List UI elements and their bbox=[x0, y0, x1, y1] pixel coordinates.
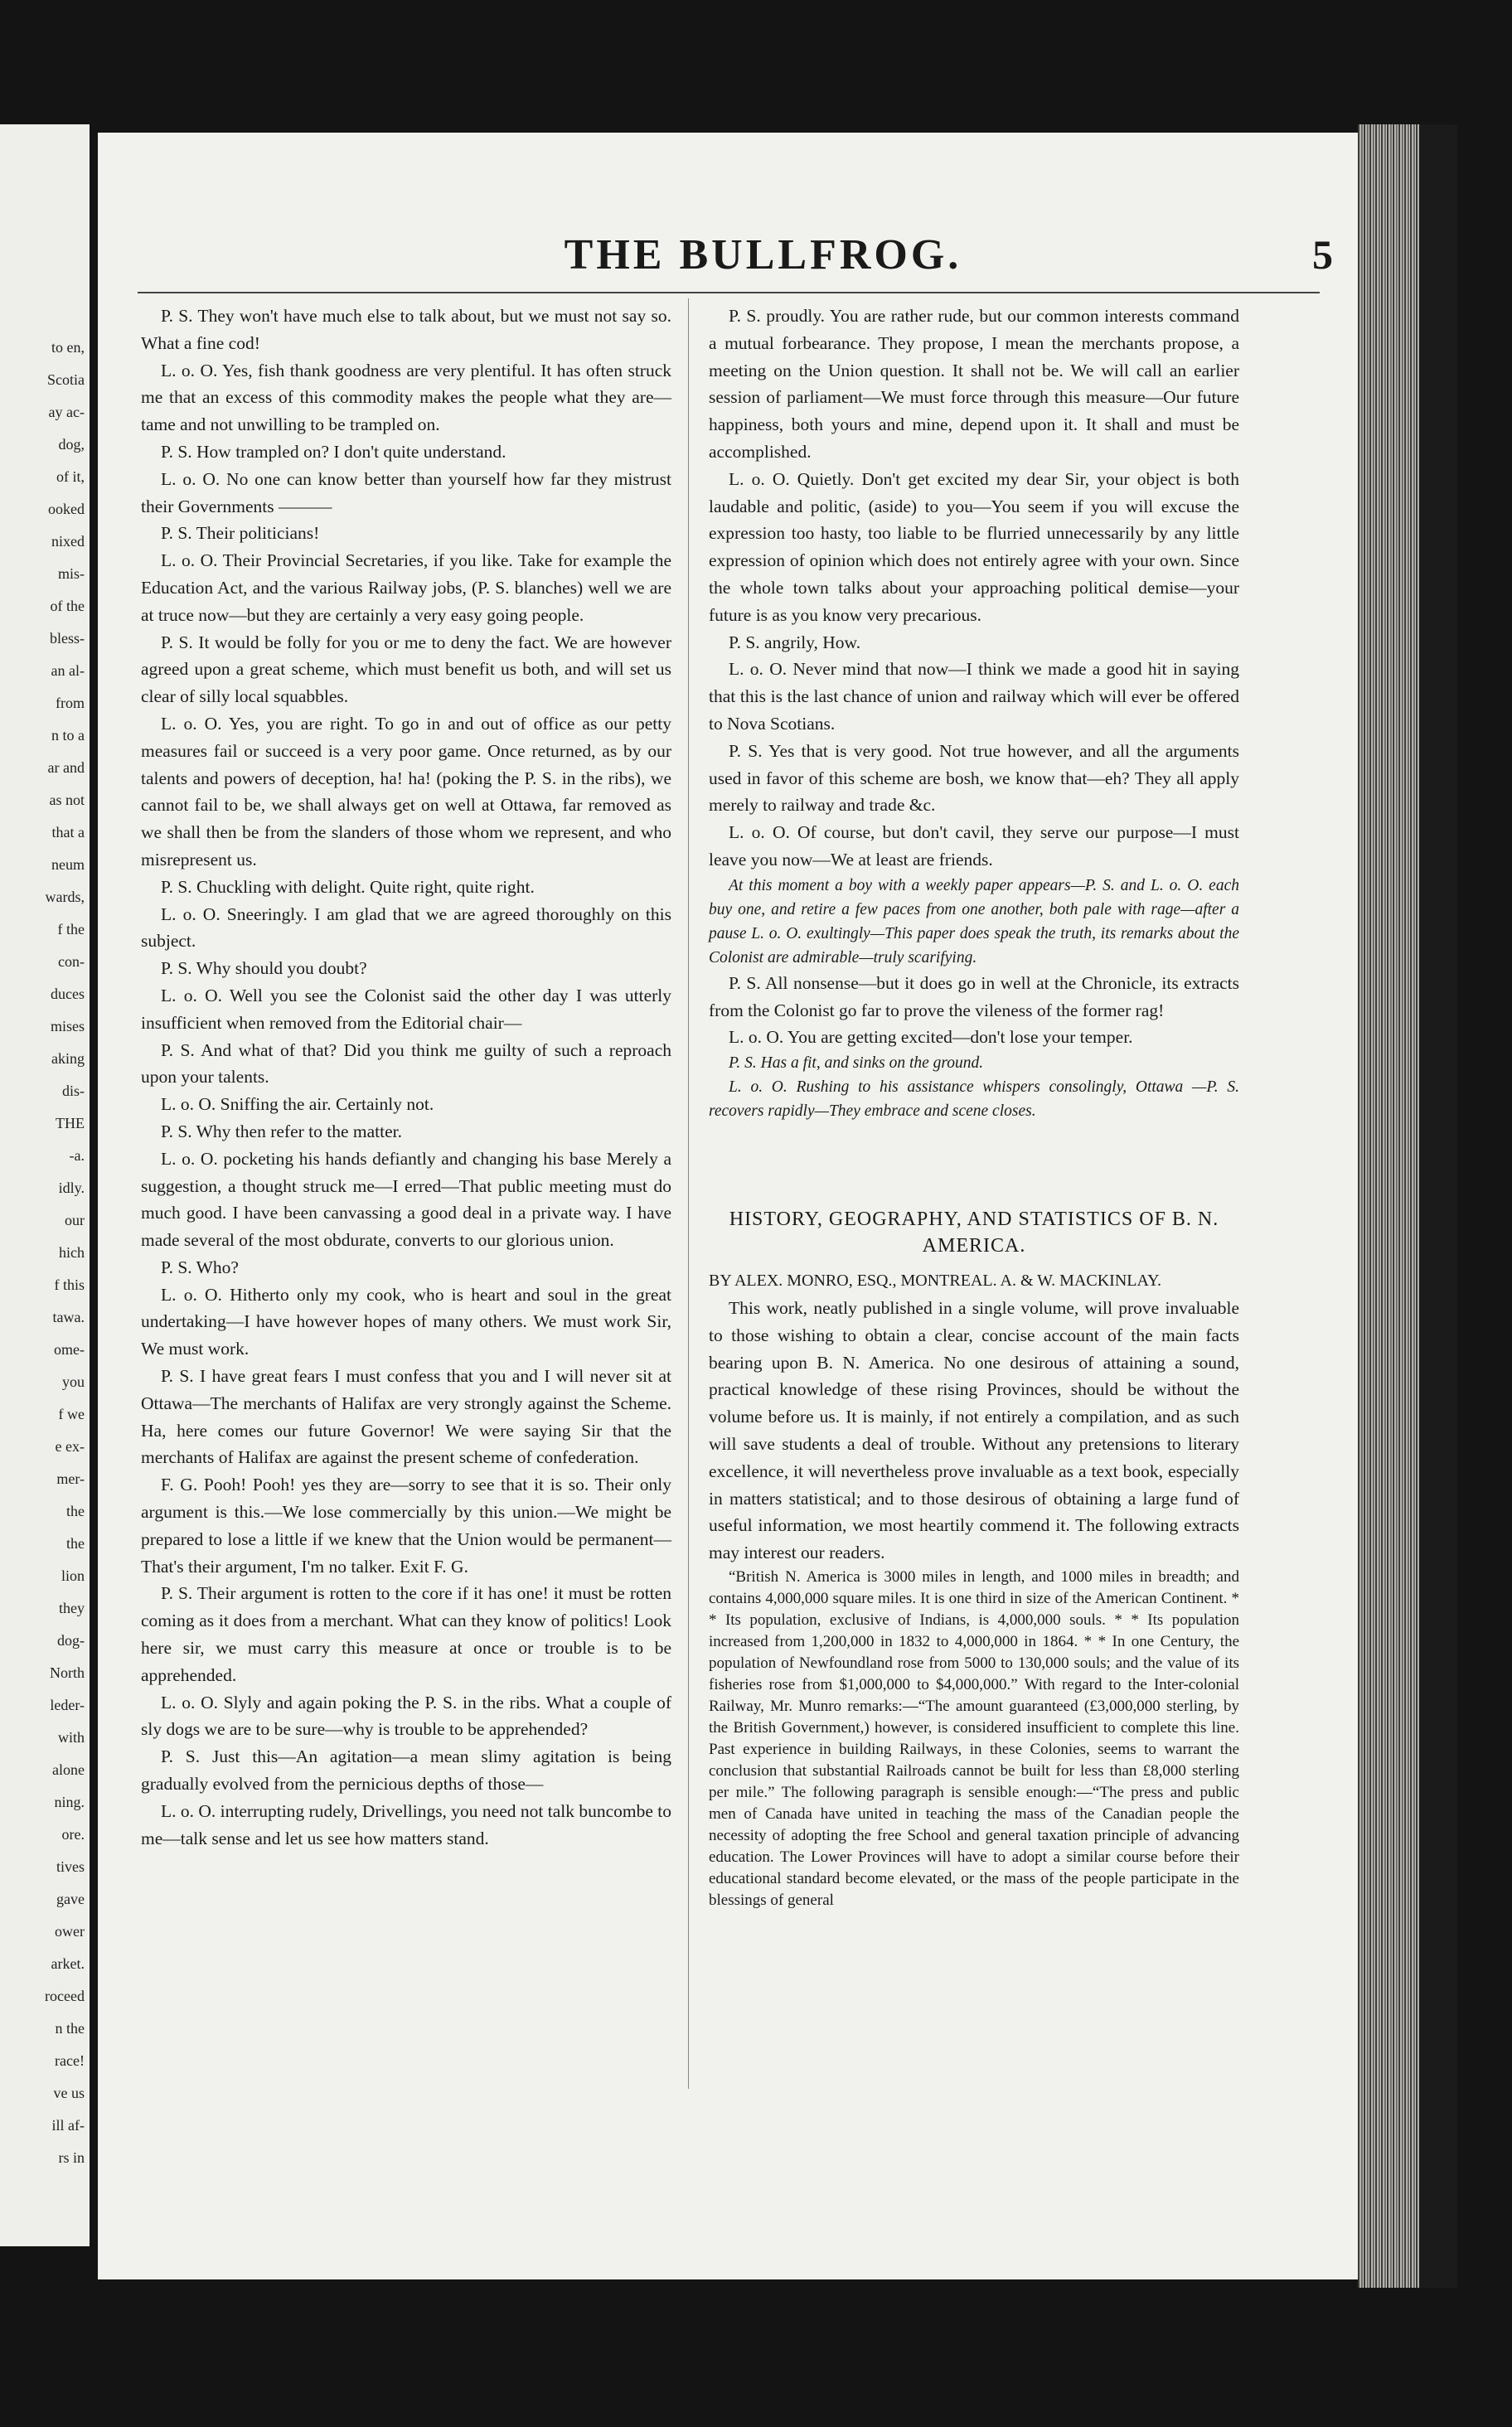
left-page-text-fragment: leder- bbox=[50, 1697, 85, 1713]
left-page-text-fragment: gave bbox=[56, 1891, 85, 1907]
left-page-text-fragment: mis- bbox=[57, 565, 85, 582]
dialogue-paragraph: P. S. Yes that is very good. Not true however, and all the arguments used in favor of this scheme are bosh, we know that—eh? They all apply merely to railway and trade &c. bbox=[709, 740, 1239, 816]
left-page-text-fragment: bless- bbox=[50, 630, 85, 647]
left-page-text-fragment: roceed bbox=[45, 1988, 85, 2004]
dialogue-paragraph: L. o. O. Yes, fish thank goodness are very plentiful. It has often struck me that an excess of this commodity makes the people what they are—tame and not unwilling to be trampled on. bbox=[141, 360, 671, 435]
left-page-text-fragment: our bbox=[65, 1212, 85, 1228]
left-page-text-fragment: ar and bbox=[47, 759, 85, 776]
dialogue-paragraph: P. S. Their argument is rotten to the core if it has one! it must be rotten coming as it does from a merchant. What can they know of politics! Look here sir, we must carry this measure at once or trouble is to be apprehended. bbox=[141, 1583, 671, 1685]
left-page-text-fragment: of the bbox=[50, 598, 85, 614]
left-page-text-fragment: you bbox=[62, 1373, 85, 1390]
left-page-text-fragment: tives bbox=[56, 1858, 85, 1875]
dialogue-paragraph: P. S. Just this—An agitation—a mean slimy agitation is being gradually evolved from the pernicious depths of those— bbox=[141, 1746, 671, 1795]
left-page-text-fragment: dog- bbox=[57, 1632, 85, 1649]
left-page-text-fragment: mer- bbox=[56, 1470, 85, 1487]
left-page-text-fragment: idly. bbox=[58, 1180, 85, 1196]
dialogue-paragraph: F. G. Pooh! Pooh! yes they are—sorry to see that it is so. Their only argument is this.—We lose commercially by this union.—We might be prepared to lose a little if we knew that the Union would be permanent—That's their argument, I'm no talker. Exit F. G. bbox=[141, 1475, 671, 1577]
dialogue-paragraph: P. S. proudly. You are rather rude, but our common interests command a mutual forbearance. They propose, I mean the merchants propose, a meeting on the Union question. It shall not be. We will call an earlier session of parliament—We must force through this measure—Our future happiness, both yours and mine, depend upon it. It shall and must be accomplished. bbox=[709, 306, 1239, 462]
left-page-text-fragment: ore. bbox=[61, 1826, 85, 1843]
dialogue-paragraph: L. o. O. Yes, you are right. To go in and out of office as our petty measures fail or succeed is a very poor game. Once returned, as by our talents and powers of deception, ha! ha! (poking the P. S. in the ribs), we cannot fail to be, we shall always get on well at Ottawa, far removed as we shall then be from the slanders of those whom we represent, and who misrepresent us. bbox=[141, 713, 671, 870]
left-page-text-fragment: lion bbox=[61, 1567, 85, 1584]
left-page-text-fragment: Scotia bbox=[47, 371, 85, 388]
section-body: This work, neatly published in a single volume, will prove invaluable to those wishing to obtain a clear, concise account of the main facts bearing upon B. N. America. No one desirous of attaining a sound, practical knowledge of these rising Provinces, should be without the volume before us. It is mainly, if not entirely a compilation, and as such will save students a deal of trouble. Without any pretensions to literary excellence, it will nevertheless prove invaluable as a text book, especially in matters statistical; and to those desirous of obtaining a large fund of useful information, we most heartily commend it. The following extracts may interest our readers. bbox=[709, 1297, 1239, 1563]
dialogue-paragraph: L. o. O. Never mind that now—I think we made a good hit in saying that this is the last chance of union and railway which will ever be offered to Nova Scotians. bbox=[709, 659, 1239, 734]
left-page-text-fragment: an al- bbox=[51, 662, 85, 679]
left-page-text-fragment: dog, bbox=[58, 436, 85, 453]
left-column bbox=[141, 303, 671, 1852]
left-page-text-fragment: ill af- bbox=[51, 2117, 85, 2134]
dialogue-paragraph: L. o. O. pocketing his hands defiantly and changing his base Merely a suggestion, a thought struck me—I erred—That public meeting must do much good. I have been canvassing a good deal in a private way. I have made several of the most obdurate, converts to our glorious union. bbox=[141, 1148, 671, 1251]
book-edge bbox=[1358, 124, 1457, 2288]
dialogue-paragraph: L. o. O. Sniffing the air. Certainly not. bbox=[161, 1094, 434, 1115]
left-page-text-fragment: to en, bbox=[51, 339, 85, 356]
left-page-text-fragment: tawa. bbox=[52, 1309, 85, 1325]
dialogue-paragraph: P. S. They won't have much else to talk about, but we must not say so. What a fine cod! bbox=[141, 306, 671, 353]
left-page-text-fragment: ooked bbox=[48, 501, 85, 517]
section-heading: HISTORY, GEOGRAPHY, AND STATISTICS OF B. N. AMERICA. bbox=[729, 1209, 1219, 1257]
dialogue-paragraph: L. o. O. No one can know better than yourself how far they mistrust their Governments ——— bbox=[141, 468, 671, 516]
section-byline: BY ALEX. MONRO, ESQ., MONTREAL. A. & W. MACKINLAY. bbox=[709, 1272, 1161, 1291]
dialogue-paragraph: L. o. O. Of course, but don't cavil, they serve our purpose—I must leave you now—We at least are friends. bbox=[709, 822, 1239, 870]
left-page-text-fragment: n the bbox=[55, 2020, 85, 2037]
left-page-text-fragment: mises bbox=[50, 1018, 85, 1034]
stage-direction-closing: L. o. O. Rushing to his assistance whispers consolingly, Ottawa —P. S. recovers rapidly—They embrace and scene closes. bbox=[709, 1078, 1239, 1121]
left-page-text-fragment: they bbox=[59, 1600, 85, 1616]
left-page-text-fragment: of it, bbox=[56, 468, 85, 485]
left-page-text-fragment: wards, bbox=[45, 889, 85, 905]
dialogue-paragraph: P. S. angrily, How. bbox=[729, 632, 861, 652]
dialogue-paragraph: P. S. Their politicians! bbox=[161, 523, 320, 544]
column-divider bbox=[688, 298, 689, 2089]
dialogue-paragraph: L. o. O. You are getting excited—don't lose your temper. bbox=[729, 1027, 1133, 1048]
dialogue-paragraph: L. o. O. Quietly. Don't get excited my dear Sir, your object is both laudable and politic, (aside) to you—You seem if you will excuse the expression too hasty, too liable to be flurried unnecessarily by any little expression of opinion which does not entirely agree with your own. Since the whole town talks about your approaching political demise—your future is as you know very precarious. bbox=[709, 468, 1239, 625]
left-page-text-fragment: con- bbox=[58, 953, 85, 970]
stage-direction-fit: P. S. Has a fit, and sinks on the ground. bbox=[729, 1054, 984, 1073]
left-page-text-fragment: race! bbox=[55, 2052, 85, 2069]
left-page-text-fragment: ay ac- bbox=[48, 404, 85, 420]
page-number: 5 bbox=[1312, 231, 1333, 278]
left-page-text-fragment: -a. bbox=[69, 1147, 85, 1164]
left-page-text-fragment: nixed bbox=[51, 533, 85, 550]
dialogue-paragraph: L. o. O. Hitherto only my cook, who is heart and soul in the great undertaking—I have however hopes of many others. We must work Sir, We must work. bbox=[141, 1284, 671, 1359]
left-page-text-fragment: the bbox=[66, 1535, 85, 1552]
dialogue-paragraph: P. S. And what of that? Did you think me guilty of such a reproach upon your talents. bbox=[141, 1039, 671, 1088]
dialogue-paragraph: L. o. O. Well you see the Colonist said the other day I was utterly insufficient when removed from the Editorial chair— bbox=[141, 985, 671, 1033]
dialogue-paragraph: L. o. O. interrupting rudely, Drivellings, you need not talk buncombe to me—talk sense and let us see how matters stand. bbox=[141, 1800, 672, 1848]
left-page-text-fragment: ve us bbox=[53, 2085, 85, 2101]
left-page-text-fragment: f the bbox=[57, 921, 85, 937]
left-page-text-fragment: ower bbox=[55, 1923, 85, 1940]
left-page-text-fragment: alone bbox=[52, 1761, 85, 1778]
left-page-text-fragment: the bbox=[66, 1503, 85, 1519]
dialogue-paragraph: P. S. How trampled on? I don't quite understand. bbox=[161, 441, 506, 462]
dialogue-paragraph: P. S. Why should you doubt? bbox=[161, 958, 367, 979]
left-page-text-fragment: f we bbox=[58, 1406, 85, 1422]
adjacent-page-edge bbox=[0, 124, 90, 2246]
left-page-text-fragment: arket. bbox=[51, 1955, 85, 1972]
dialogue-paragraph: P. S. It would be folly for you or me to deny the fact. We are however agreed upon a great scheme, which must benefit us both, and will set us clear of silly local squabbles. bbox=[141, 632, 671, 707]
dialogue-paragraph: P. S. Why then refer to the matter. bbox=[161, 1121, 402, 1141]
left-page-text-fragment: n to a bbox=[51, 727, 85, 744]
left-page-text-fragment: ome- bbox=[54, 1341, 85, 1358]
dialogue-paragraph: P. S. Chuckling with delight. Quite right, quite right. bbox=[161, 876, 535, 897]
left-page-text-fragment: with bbox=[57, 1729, 85, 1746]
dialogue-paragraph: P. S. All nonsense—but it does go in well at the Chronicle, its extracts from the Colonist go far to prove the vileness of the former rag! bbox=[709, 972, 1239, 1020]
dialogue-paragraph: P. S. I have great fears I must confess that you and I will never sit at Ottawa—The merchants of Halifax are very strongly against the Scheme. Ha, here comes our future Governor! We were saying Sir that the merchants of Halifax are against the present scheme of confederation. bbox=[141, 1366, 671, 1468]
right-column bbox=[709, 303, 1239, 1911]
left-page-text-fragment: rs in bbox=[58, 2149, 85, 2166]
left-page-text-fragment: THE bbox=[56, 1115, 85, 1131]
dialogue-paragraph: L. o. O. Slyly and again poking the P. S. in the ribs. What a couple of sly dogs we are to be sure—why is trouble to be apprehended? bbox=[141, 1692, 671, 1740]
dialogue-paragraph: L. o. O. Their Provincial Secretaries, if you like. Take for example the Education Act, and the various Railway jobs, (P. S. blanches) well we are at truce now—but they are certainly a very easy going people. bbox=[141, 550, 671, 625]
left-page-text-fragment: f this bbox=[54, 1276, 85, 1293]
left-page-text-fragment: ning. bbox=[54, 1794, 85, 1810]
left-page-text-fragment: dis- bbox=[62, 1083, 85, 1099]
left-page-text-fragment: duces bbox=[51, 986, 85, 1002]
left-page-text-fragment: aking bbox=[51, 1050, 85, 1067]
section-citation: “British N. America is 3000 miles in length, and 1000 miles in breadth; and contains 4,000,000 square miles. It is one third in size of the American Continent. * * Its population, exclusive of Indians, is 4,000,000 souls. * * Its population increased from 1,200,000 in 1832 to 4,000,000 in 1864. * * In one Century, the population of Newfoundland rose from 5000 to 130,000 souls; and the value of its fisheries rose from $1,000,000 to $4,000,000.” With regard to the Inter-colonial Railway, Mr. Munro remarks:—“The amount guaranteed (£3,000,000 sterling, by the British Government,) however, is considered insufficient to complete this line. Past experience in building Railways, in these Colonies, seems to warrant the conclusion that substantial Railroads cannot be built for less than £8,000 sterling per mile.” The following paragraph is sensible enough:—“The press and public men of Canada have united in teaching the mass of the Canadian people the necessity of adopting the free School and general taxation principle of advancing education. The Lower Provinces will have to adopt a similar course before their educational standard become elevated, or the mass of the people participate in the blessings of general bbox=[709, 1567, 1239, 1909]
stage-direction: At this moment a boy with a weekly paper appears—P. S. and L. o. O. each buy one, and retire a few paces from one another, both pale with rage—after a pause L. o. O. exultingly—This paper does speak the truth, its remarks about the Colonist are admirable—truly scarifying. bbox=[709, 876, 1239, 966]
masthead-title: THE BULLFROG. bbox=[564, 231, 962, 279]
dialogue-paragraph: P. S. Who? bbox=[161, 1257, 239, 1277]
header-rule bbox=[138, 292, 1320, 293]
left-page-text-fragment: North bbox=[50, 1664, 85, 1681]
dialogue-paragraph: L. o. O. Sneeringly. I am glad that we are agreed thoroughly on this subject. bbox=[141, 903, 671, 952]
newspaper-page bbox=[98, 133, 1358, 2279]
left-page-text-fragment: e ex- bbox=[55, 1438, 85, 1455]
left-page-text-fragment: from bbox=[56, 695, 85, 711]
left-page-text-fragment: that a bbox=[51, 824, 85, 840]
left-page-text-fragment: neum bbox=[51, 856, 85, 873]
left-page-text-fragment: hich bbox=[59, 1244, 85, 1261]
left-page-text-fragment: as not bbox=[49, 792, 85, 808]
